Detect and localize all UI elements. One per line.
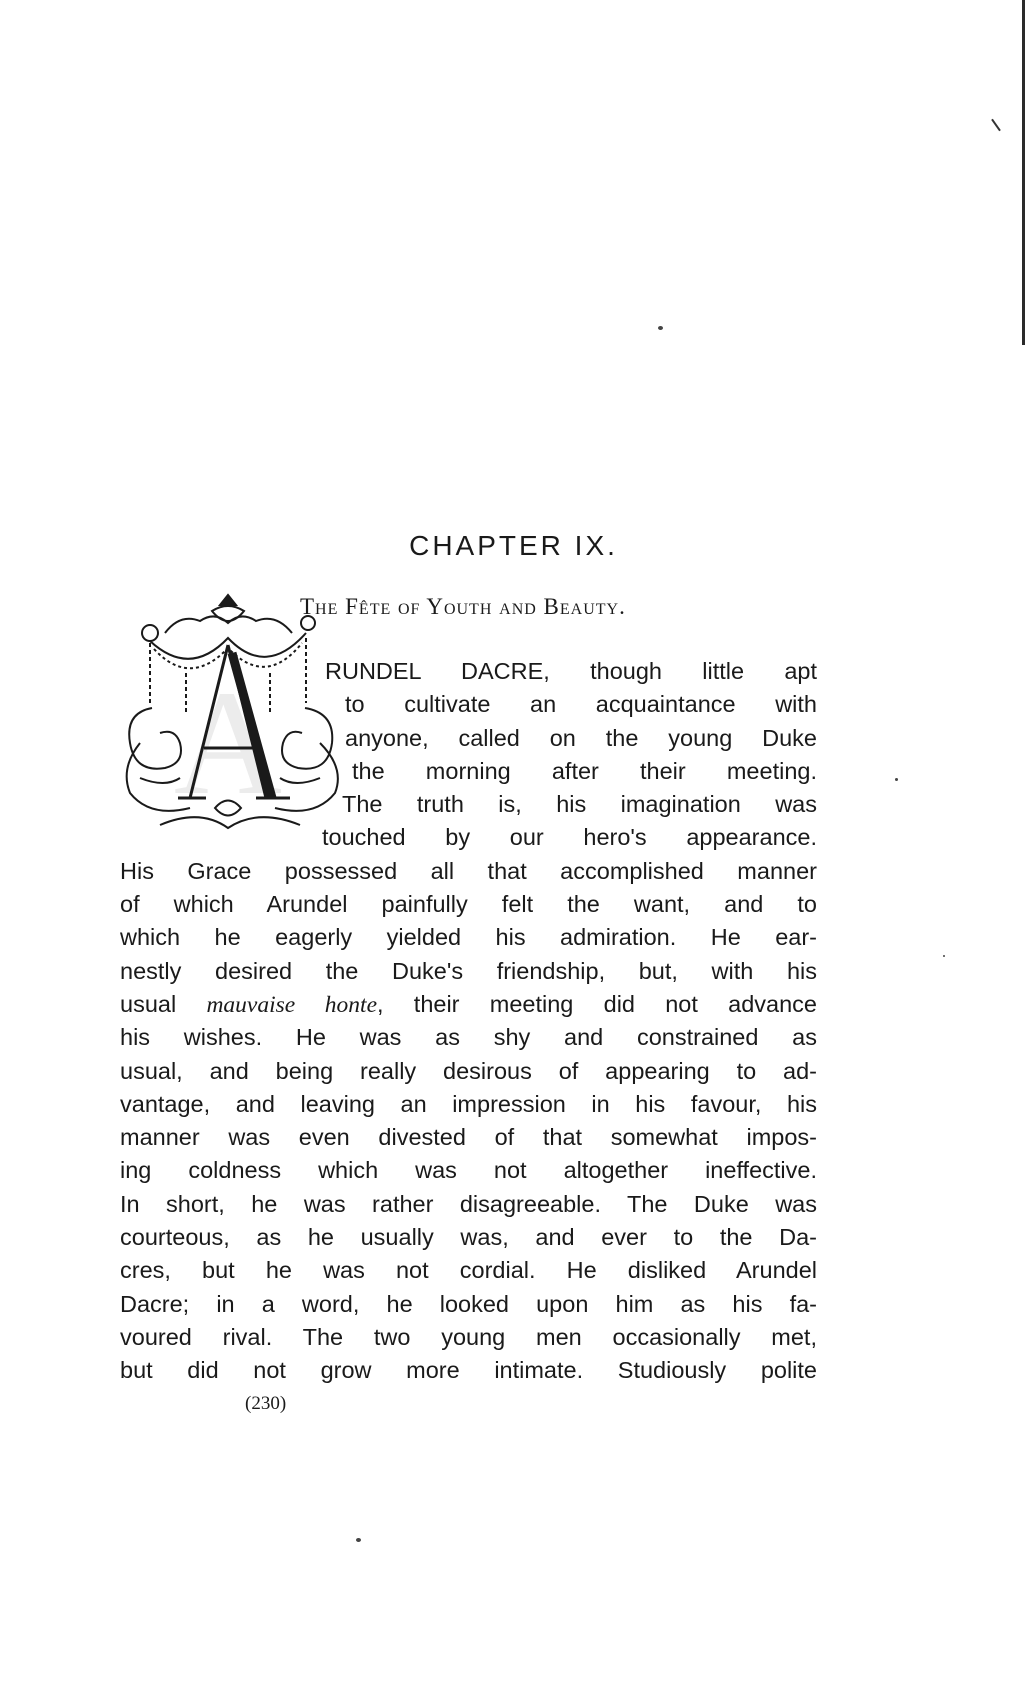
text-line: The truth is, his imagination was — [342, 791, 817, 818]
drop-cap-letter: A — [173, 660, 283, 826]
text-line: voured rival. The two young men occasionally met, — [120, 1323, 817, 1350]
text-line: of which Arundel painfully felt the want, and to — [120, 891, 817, 918]
chapter-body — [120, 655, 817, 1388]
text-line: nestly desired the Duke's friendship, but, with his — [120, 957, 817, 984]
text-line: anyone, called on the young Duke — [345, 724, 817, 751]
scan-speck — [658, 326, 663, 330]
scan-speck — [895, 778, 898, 781]
page-edge-shadow — [1022, 0, 1025, 345]
text-line: RUNDEL DACRE, though little apt — [325, 658, 817, 684]
text-line: cres, but he was not cordial. He disliked Arundel — [120, 1257, 817, 1284]
text-line: but did not grow more intimate. Studiously polite — [120, 1357, 817, 1384]
text-line: In short, he was rather disagreeable. The Duke was — [120, 1190, 817, 1217]
text-line: His Grace possessed all that accomplished manner — [120, 857, 817, 884]
text-line: to cultivate an acquaintance with — [345, 691, 817, 718]
text-line: courteous, as he usually was, and ever to the Da- — [120, 1224, 817, 1251]
text-line: ing coldness which was not altogether ineffective. — [120, 1157, 817, 1184]
text-line: which he eagerly yielded his admiration. He ear- — [120, 924, 817, 951]
italic-phrase: mauvaise honte — [206, 991, 378, 1018]
text-line: Dacre; in a word, he looked upon him as his fa- — [120, 1290, 817, 1317]
chapter-subtitle: The Fête of Youth and Beauty. — [300, 594, 626, 619]
chapter-title: CHAPTER IX. — [409, 530, 618, 561]
page-number: (230) — [245, 1393, 287, 1414]
scan-speck — [356, 1538, 361, 1542]
text-line: usual, and being really desirous of appearing to ad- — [120, 1057, 817, 1084]
text-line: vantage, and leaving an impression in his favour, his — [120, 1090, 817, 1117]
text-line: his wishes. He was as shy and constrained as — [120, 1024, 817, 1051]
text-line: the morning after their meeting. — [352, 757, 817, 784]
text-line: touched by our hero's appearance. — [322, 824, 817, 851]
text-line: manner was even divested of that somewhat impos- — [120, 1124, 817, 1151]
text-line-italic: usual mauvaise honte, their meeting did not advance — [120, 990, 818, 1018]
scan-speck — [943, 955, 945, 957]
scan-mark — [991, 119, 1001, 132]
